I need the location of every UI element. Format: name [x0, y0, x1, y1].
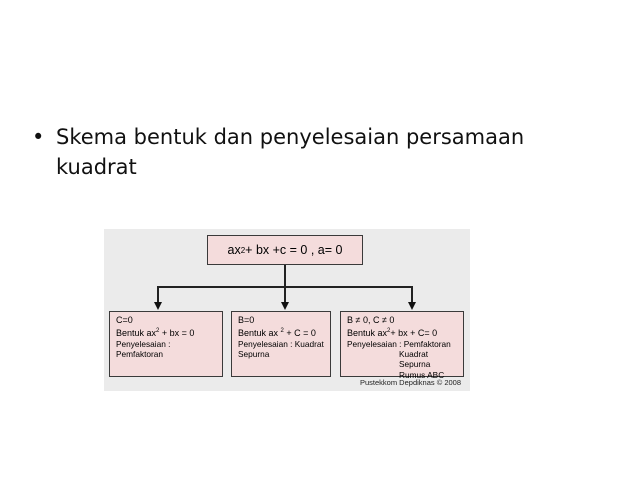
- case-solution-extra: Rumus ABC: [399, 369, 445, 380]
- arrow-down-icon: [154, 302, 162, 310]
- case-form: Bentuk ax $^2$ + C = 0: [238, 328, 316, 338]
- case-solution: Penyelesaian : Pemfaktoran: [347, 339, 451, 349]
- case-form: Bentuk $ax^2+$ bx + C= 0: [347, 328, 438, 338]
- bullet-item: [32, 122, 592, 182]
- case-condition: B=0: [238, 315, 255, 325]
- quadratic-scheme-diagram: [104, 229, 470, 391]
- case-box-c-zero: [109, 311, 223, 377]
- case-solution-extra: Kuadrat Sepurna: [399, 349, 431, 370]
- equation-ax: ax: [227, 243, 241, 257]
- case-solution: Penyelesaian : Pemfaktoran: [116, 339, 171, 360]
- equation-rest: + bx +c = 0 , a= 0: [245, 243, 343, 257]
- bullet-marker: •: [32, 125, 45, 149]
- connector-line: [157, 286, 159, 303]
- connector-line: [284, 265, 286, 286]
- arrow-down-icon: [281, 302, 289, 310]
- case-box-b-c-nonzero: [340, 311, 464, 380]
- equation-exponent: 2: [240, 245, 246, 255]
- arrow-down-icon: [408, 302, 416, 310]
- bullet-list: [32, 122, 592, 182]
- case-box-b-zero: [231, 311, 331, 377]
- connector-line: [411, 286, 413, 303]
- general-equation-box: [207, 235, 363, 265]
- bullet-text: Skema bentuk dan penyelesaian persamaan kuadrat: [56, 125, 525, 179]
- case-solution: Penyelesaian : Kuadrat: [238, 339, 324, 349]
- case-condition: B ≠ 0, C ≠ 0: [347, 315, 395, 325]
- connector-line: [284, 286, 286, 303]
- image-credit: Pustekkom Depdiknas © 2008: [360, 378, 461, 387]
- case-condition: C=0: [116, 315, 133, 325]
- case-solution-extra: Sepurna: [238, 349, 270, 360]
- case-form: Bentuk $ax^2$ + bx = 0: [116, 328, 195, 338]
